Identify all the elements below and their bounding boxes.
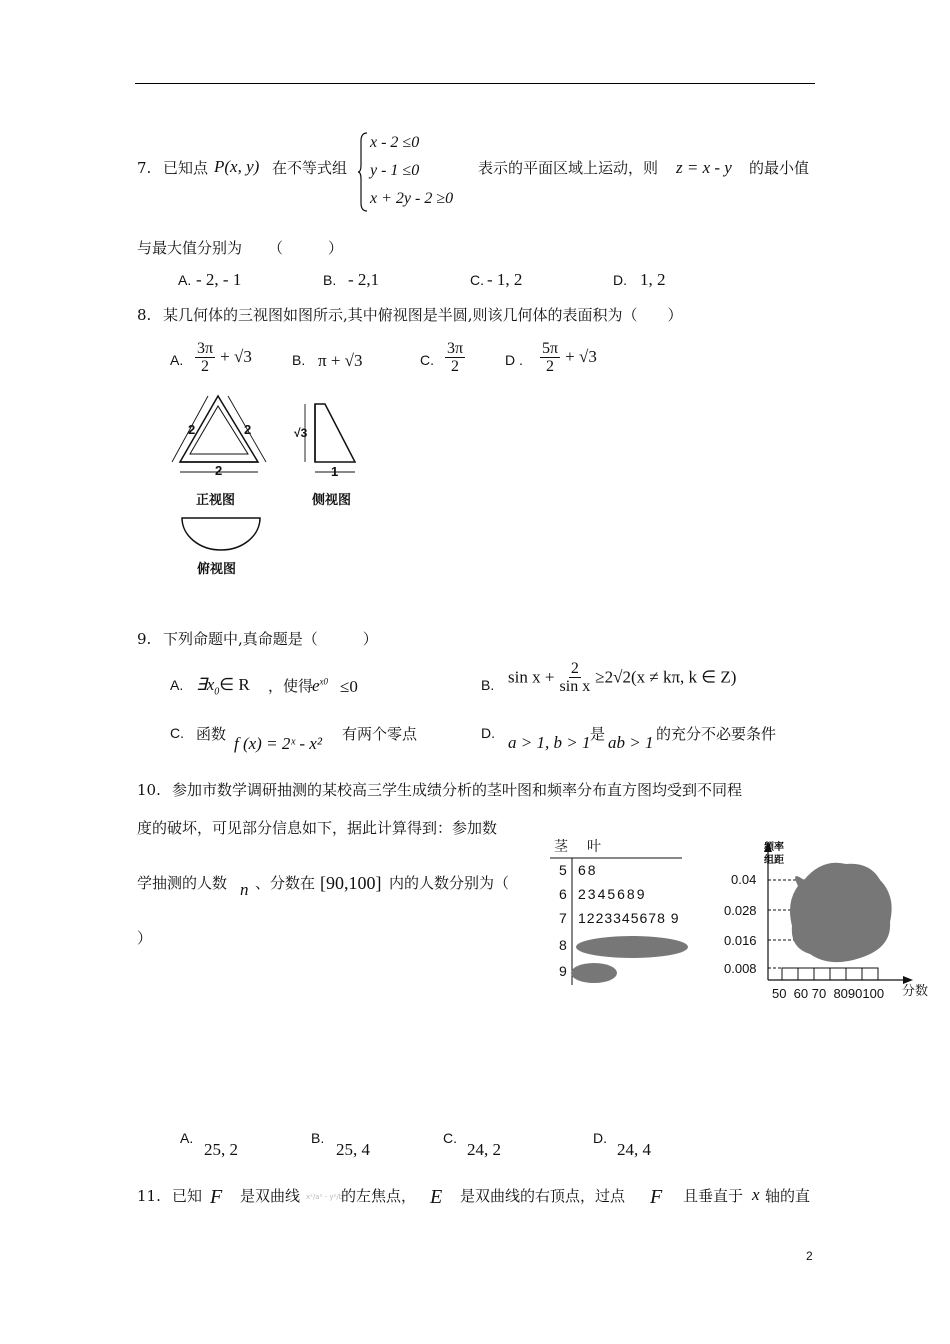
q9-option-d-label: D.	[481, 725, 495, 741]
q9-c-text: 函数	[196, 725, 227, 743]
q11-E: E	[430, 1186, 443, 1208]
q9-option-c-label: C.	[170, 725, 184, 741]
q8-text: 某几何体的三视图如图所示,其中俯视图是半圆,则该几何体的表面积为（ ）	[163, 306, 683, 324]
q11-text-b: 是双曲线	[240, 1187, 301, 1205]
q10-line3-a: 学抽测的人数	[137, 874, 228, 892]
q8-c-den: 2	[451, 358, 460, 375]
q7-system-brace	[357, 131, 369, 213]
q7-text-b: 在不等式组	[272, 159, 348, 177]
svg-text:x²/a² - y²/b²: x²/a² - y²/b²	[306, 1193, 346, 1201]
q8-option-b-label: B.	[292, 352, 306, 368]
q7-ineq-1: x - 2 ≤0	[370, 134, 420, 151]
hist-xticks: 50 60 70 8090100	[772, 986, 885, 1001]
q11-number: 11.	[137, 1187, 161, 1205]
leaf-7: 1223345678 9	[578, 910, 680, 926]
q9-c-expr: f (x) = 2ˣ - x²	[234, 734, 322, 753]
q9-d-concl: ab > 1	[608, 733, 654, 752]
q10-option-c: 24, 2	[467, 1140, 501, 1159]
hist-ytick-004: 0.04	[731, 872, 757, 887]
q8-c-num: 3π	[447, 340, 464, 357]
q11-text-c: 的左焦点，	[341, 1187, 417, 1205]
q8-option-c	[445, 340, 465, 375]
q9-option-b: sin x + $\frac{2}{\text{sin x}}$ ≥2√2(x ≠ kπ, k ∈ Z)	[508, 660, 737, 695]
leaf-6: 2345689	[578, 886, 647, 902]
q8-option-a-label: A.	[170, 352, 184, 368]
q9-a-leq: ≤0	[340, 677, 358, 696]
q10-line4: ）	[137, 929, 153, 947]
q7-ineq-3: x + 2y - 2 ≥0	[370, 190, 454, 207]
q8-a-den: 2	[201, 358, 210, 375]
q10-line3-c: 内的人数分别为（	[389, 874, 510, 892]
q10-option-b-label: B.	[311, 1130, 325, 1146]
q8-option-d	[540, 340, 597, 375]
hist-ytick-0008: 0.008	[724, 961, 757, 976]
q7-expr: z = x - y	[676, 158, 732, 177]
q7-option-d-label: D.	[613, 272, 627, 288]
front-dim-right: 2	[244, 422, 252, 437]
q8-d-den: 2	[546, 358, 555, 375]
q7-number: 7.	[137, 159, 152, 177]
q7-option-c: - 1, 2	[487, 270, 523, 289]
stem-6: 6	[559, 886, 567, 902]
q9-text: 下列命题中,真命题是（ ）	[163, 630, 378, 648]
top-view-label: 俯视图	[197, 561, 237, 576]
q11-text-f: 轴的直	[765, 1187, 811, 1205]
q7-option-a-label: A.	[178, 272, 192, 288]
q11-text-d: 是双曲线的右顶点，过点	[460, 1187, 626, 1205]
q7-text-c: 表示的平面区域上运动，则	[478, 159, 659, 177]
q7-option-d: 1, 2	[640, 270, 666, 289]
q7-text-e: 与最大值分别为	[137, 239, 243, 257]
q10-option-a: 25, 2	[204, 1140, 238, 1159]
q10-option-a-label: A.	[180, 1130, 194, 1146]
front-view-label: 正视图	[196, 492, 236, 507]
q11-hyperbola-formula-faint	[304, 1186, 346, 1204]
q8-option-a	[195, 340, 252, 375]
q8-option-d-label: D .	[505, 352, 523, 368]
q8-option-b: π + √3	[318, 351, 363, 370]
q10-interval: [90,100]	[320, 873, 382, 893]
q9-a-exp: $e^{x0}$	[312, 676, 329, 695]
q9-a-exists: $\exists x_0\in$ R	[196, 675, 250, 698]
front-dim-left: 2	[188, 422, 196, 437]
page-number: 2	[806, 1249, 813, 1263]
q9-d-cond: a > 1, b > 1	[508, 733, 591, 752]
q10-n: n	[240, 880, 249, 899]
q11-x: x	[752, 1185, 760, 1204]
leaf-header: 叶	[587, 838, 601, 854]
q9-d-tail: 的充分不必要条件	[656, 725, 777, 743]
q9-d-is: 是	[590, 725, 606, 743]
q9-option-a-label: A.	[170, 677, 184, 693]
stem-leaf-damage-8	[576, 936, 688, 958]
q10-line1: 参加市数学调研抽测的某校高三学生成绩分析的茎叶图和频率分布直方图均受到不同程	[172, 781, 743, 799]
q7-option-b: - 2,1	[348, 270, 380, 289]
q9-c-tail: 有两个零点	[342, 725, 418, 743]
q9-number: 9.	[137, 630, 152, 648]
q9-option-b-label: B.	[481, 677, 495, 693]
hist-ytick-0016: 0.016	[724, 933, 757, 948]
histogram-damage	[790, 863, 892, 962]
hist-ylabel-1: 频率	[764, 842, 784, 853]
side-dim-height: √3	[294, 426, 308, 440]
q8-a-tail: + √3	[220, 347, 252, 366]
front-view	[172, 396, 266, 472]
stem-9: 9	[559, 963, 567, 979]
q11-F: F	[210, 1186, 223, 1208]
q8-option-c-label: C.	[420, 352, 434, 368]
side-view	[305, 404, 355, 472]
front-dim-bottom: 2	[215, 463, 223, 478]
hist-xlabel: 分数	[902, 983, 929, 998]
q10-option-c-label: C.	[443, 1130, 457, 1146]
q9-a-text: ，使得	[268, 677, 314, 695]
stem-leaf-damage-9	[571, 963, 617, 983]
q7-point: P(x, y)	[214, 157, 260, 176]
q8-a-num: 3π	[197, 340, 214, 357]
header-rule	[135, 83, 815, 84]
q10-option-b: 25, 4	[336, 1140, 370, 1159]
q10-option-d: 24, 4	[617, 1140, 651, 1159]
q11-F2: F	[650, 1186, 663, 1208]
q10-option-d-label: D.	[593, 1130, 607, 1146]
stem-header: 茎	[554, 838, 568, 854]
q7-option-c-label: C.	[470, 272, 484, 288]
stem-5: 5	[559, 862, 567, 878]
side-dim-width: 1	[331, 464, 339, 479]
q7-option-a: - 2, - 1	[196, 270, 242, 289]
q11-text-e: 且垂直于	[683, 1187, 744, 1205]
hist-ylabel-2: 组距	[764, 855, 784, 866]
q7-text-d: 的最小值	[749, 159, 810, 177]
q8-d-tail: + √3	[565, 347, 597, 366]
stem-7: 7	[559, 910, 567, 926]
stem-8: 8	[559, 937, 567, 953]
q7-ineq-2: y - 1 ≤0	[370, 162, 420, 179]
q7-paren: （ ）	[268, 239, 344, 257]
q7-option-b-label: B.	[323, 272, 337, 288]
hist-ytick-0028: 0.028	[724, 903, 757, 918]
q8-d-num: 5π	[542, 340, 559, 357]
side-view-label: 侧视图	[312, 492, 352, 507]
top-view	[182, 518, 260, 550]
q10-line3-b: 、分数在	[255, 874, 316, 892]
histogram-bars	[782, 968, 878, 980]
q8-number: 8.	[137, 306, 152, 324]
leaf-5: 68	[578, 862, 598, 878]
q8-three-views	[160, 390, 380, 585]
q11-text-a: 已知	[172, 1187, 203, 1205]
q7-text-a: 已知点	[163, 159, 209, 177]
q10-number: 10.	[137, 781, 161, 799]
q10-line2: 度的破坏，可见部分信息如下，据此计算得到：参加数	[137, 819, 498, 837]
